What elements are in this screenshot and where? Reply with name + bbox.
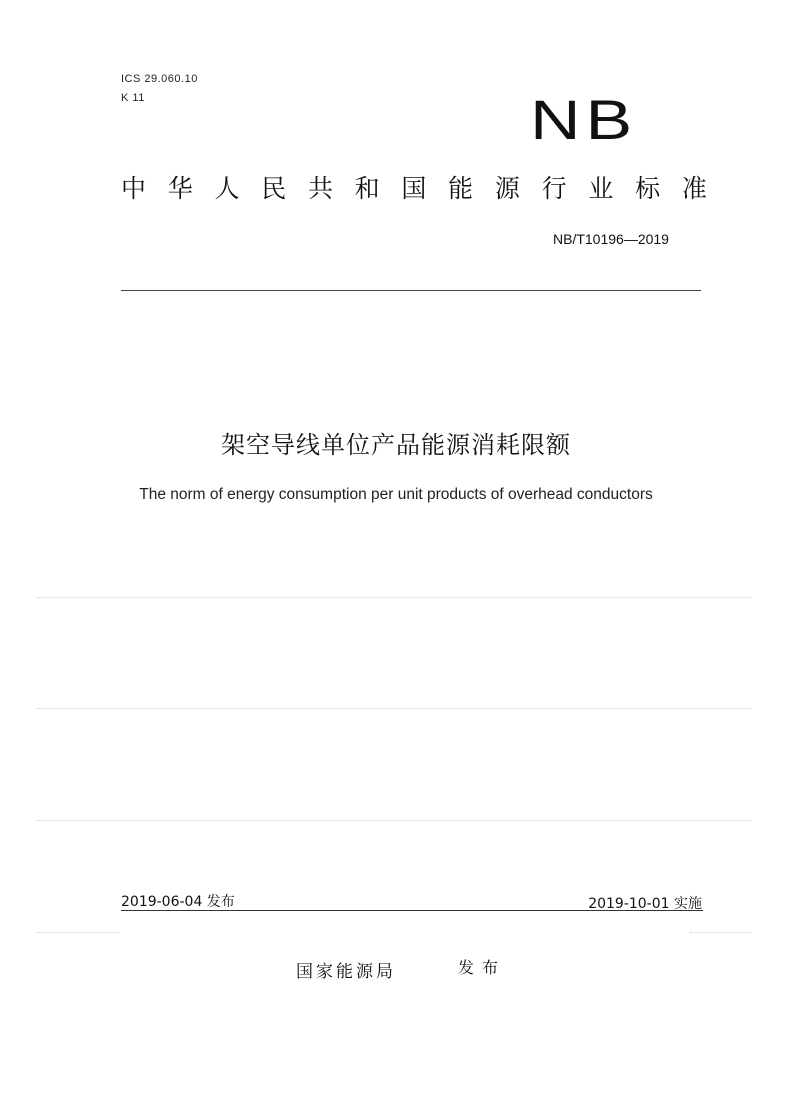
dotted-guide-3 [36,820,752,821]
publish-date: 2019-06-04 发布 [121,894,235,910]
issue-label: 发布 [458,958,507,977]
document-title-chinese-text: 架空导线单位产品能源消耗限额 [221,431,571,459]
standard-title-char: 中 [121,174,147,203]
standard-title-char: 华 [167,174,193,203]
implement-date: 2019-10-01 实施 [588,896,702,912]
dotted-guide-2 [36,708,752,709]
standard-title-char: 和 [354,174,380,203]
standard-title-char: 准 [681,174,707,203]
footer-divider [121,910,703,911]
issuing-authority: 国家能源局 [296,962,396,982]
standard-title-char: 行 [541,174,567,203]
standard-title-char: 民 [261,174,287,203]
standard-title [121,176,707,201]
standard-title-char: 国 [401,174,427,203]
nb-logo: NB [530,88,638,151]
document-title-chinese [0,425,792,460]
ics-code: ICS 29.060.10 [121,73,198,85]
dotted-guide-4-left [36,932,120,933]
header-divider [121,290,701,291]
standard-title-char: 标 [635,174,661,203]
document-title-english: The norm of energy consumption per unit products of overhead conductors [139,486,653,503]
standard-title-char: 能 [448,174,474,203]
classification-code: K 11 [121,92,145,104]
standard-title-char: 人 [214,174,240,203]
standard-title-char: 源 [494,174,520,203]
standard-title-char: 业 [588,174,614,203]
dotted-guide-4-right [690,932,752,933]
standard-title-char: 共 [307,174,333,203]
standard-number: NB/T10196—2019 [553,231,669,247]
dotted-guide-1 [36,597,752,598]
